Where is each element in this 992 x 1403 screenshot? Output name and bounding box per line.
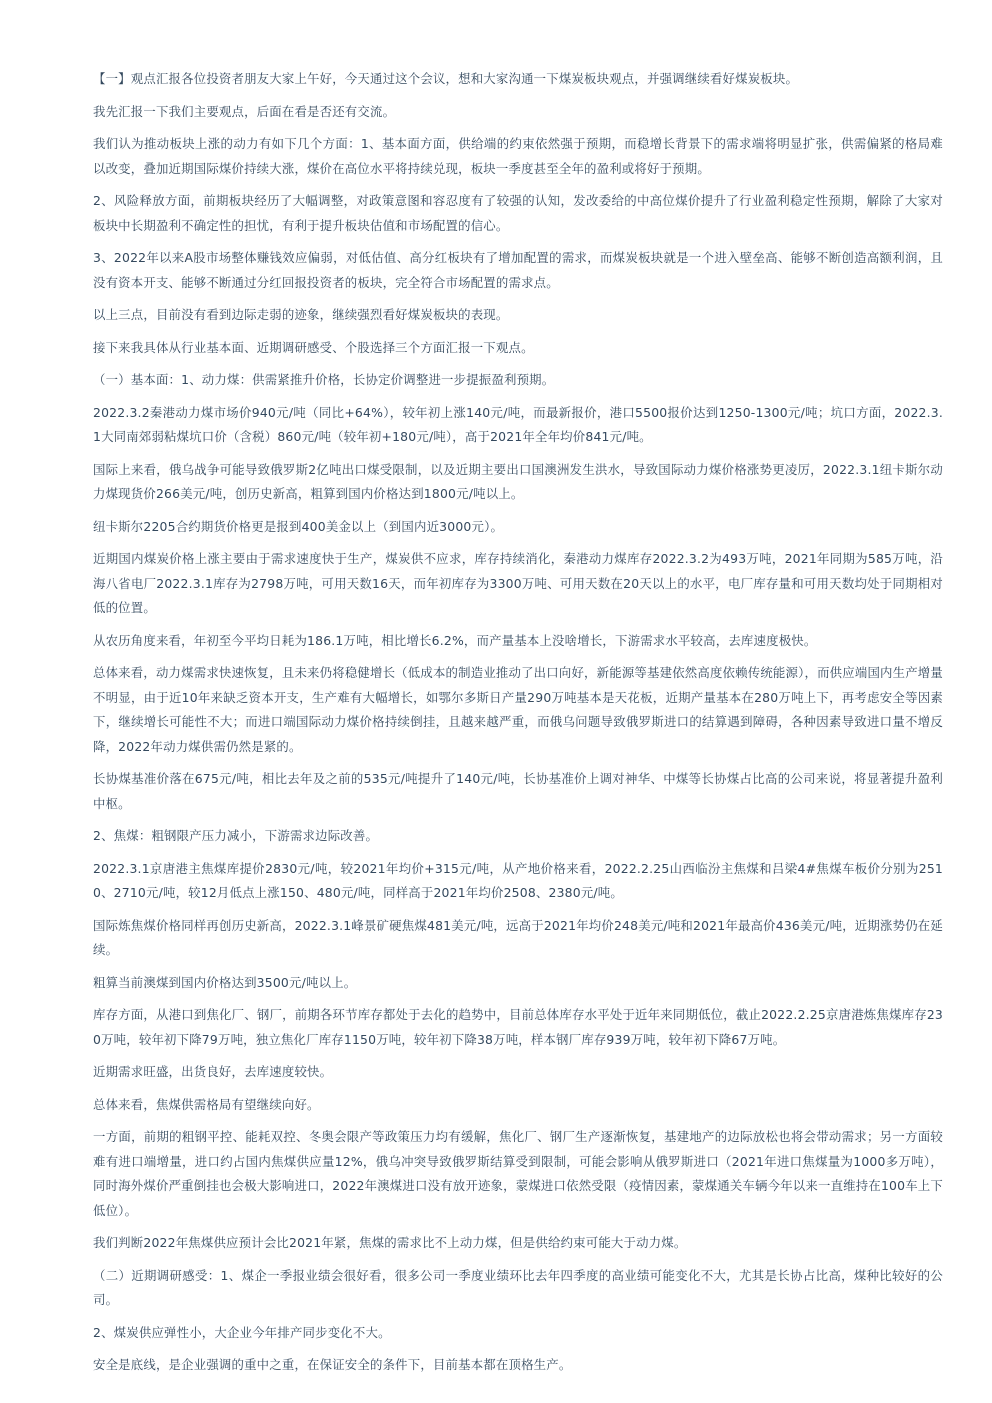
paragraph: 2、风险释放方面，前期板块经历了大幅调整，对政策意图和容忍度有了较强的认知，发改委给的中高位煤价提升了行业盈利稳定性预期，解除了大家对板块中长期盈利不确定性的担忧，有利于提升板块估值和市场配置的信心。 <box>93 193 943 233</box>
document-body <box>93 67 943 1386</box>
paragraph: 安全是底线，是企业强调的重中之重，在保证安全的条件下，目前基本都在顶格生产。 <box>93 1357 572 1372</box>
paragraph: 长协煤基准价落在675元/吨，相比去年及之前的535元/吨提升了140元/吨，长协基准价上调对神华、中煤等长协煤占比高的公司来说，将显著提升盈利中枢。 <box>93 771 943 811</box>
paragraph: 近期需求旺盛，出货良好，去库速度较快。 <box>93 1064 333 1079</box>
paragraph: 纽卡斯尔2205合约期货价格更是报到400美金以上（到国内近3000元）。 <box>93 518 504 534</box>
section-heading-fundamentals: （一）基本面：1、动力煤：供需紧推升价格，长协定价调整进一步提振盈利预期。 <box>93 372 555 387</box>
paragraph: 我先汇报一下我们主要观点，后面在看是否还有交流。 <box>93 103 396 119</box>
paragraph: 从农历角度来看，年初至今平均日耗为186.1万吨，相比增长6.2%，而产量基本上没啥增长，下游需求水平较高，去库速度极快。 <box>93 632 817 648</box>
section-heading-coking-coal: 2、焦煤：粗钢限产压力减小，下游需求边际改善。 <box>93 828 379 843</box>
paragraph: 粗算当前澳煤到国内价格达到3500元/吨以上。 <box>93 974 357 990</box>
paragraph: 我们判断2022年焦煤供应预计会比2021年紧，焦煤的需求比不上动力煤，但是供给约束可能大于动力煤。 <box>93 1235 687 1250</box>
paragraph: 近期国内煤炭价格上涨主要由于需求速度快于生产，煤炭供不应求，库存持续消化，秦港动力煤库存2022.3.2为493万吨，2021年同期为585万吨，沿海八省电厂2022.3.1库存为2798万吨，可用天数16天，而年初库存为3300万吨、可用天数在20天以上的水平，电厂库存量和可用天数均处于同期相对低的位置。 <box>93 551 943 615</box>
paragraph: 2、煤炭供应弹性小，大企业今年排产同步变化不大。 <box>93 1324 391 1340</box>
section-heading-research: （二）近期调研感受：1、煤企一季报业绩会很好看，很多公司一季度业绩环比去年四季度的高业绩可能变化不大，尤其是长协占比高，煤种比较好的公司。 <box>93 1267 943 1307</box>
paragraph: 接下来我具体从行业基本面、近期调研感受、个股选择三个方面汇报一下观点。 <box>93 339 534 355</box>
paragraph: 国际炼焦煤价格同样再创历史新高，2022.3.1峰景矿硬焦煤481美元/吨，远高于2021年均价248美元/吨和2021年最高价436美元/吨，近期涨势仍在延续。 <box>93 917 943 957</box>
paragraph: 总体来看，焦煤供需格局有望继续向好。 <box>93 1096 320 1112</box>
paragraph: 国际上来看，俄乌战争可能导致俄罗斯2亿吨出口煤受限制，以及近期主要出口国澳洲发生洪水，导致国际动力煤价格涨势更凌厉，2022.3.1纽卡斯尔动力煤现货价266美元/吨，创历史新高，粗算到国内价格达到1800元/吨以上。 <box>93 461 943 501</box>
paragraph: 2022.3.2秦港动力煤市场价940元/吨（同比+64%），较年初上涨140元/吨，而最新报价，港口5500报价达到1250-1300元/吨；坑口方面，2022.3.1大同南郊弱粘煤坑口价（含税）860元/吨（较年初+180元/吨），高于2021年全年均价841元/吨。 <box>93 404 943 444</box>
paragraph: 2022.3.1京唐港主焦煤库提价2830元/吨，较2021年均价+315元/吨，从产地价格来看，2022.2.25山西临汾主焦煤和吕梁4#焦煤车板价分别为2510、2710元/吨，较12月低点上涨150、480元/吨，同样高于2021年均价2508、2380元/吨。 <box>93 860 943 900</box>
paragraph: 以上三点，目前没有看到边际走弱的迹象，继续强烈看好煤炭板块的表现。 <box>93 307 509 322</box>
paragraph: 一方面，前期的粗钢平控、能耗双控、冬奥会限产等政策压力均有缓解，焦化厂、钢厂生产逐渐恢复，基建地产的边际放松也将会带动需求；另一方面较难有进口端增量，进口约占国内焦煤供应量12%，俄乌冲突导致俄罗斯结算受到限制，可能会影响从俄罗斯进口（2021年进口焦煤量为1000多万吨），同时海外煤价严重倒挂也会极大影响进口，2022年澳煤进口没有放开迹象，蒙煤进口依然受限（疫情因素，蒙煤通关车辆今年以来一直维持在100车上下低位）。 <box>93 1129 943 1218</box>
paragraph-intro: 【一】观点汇报各位投资者朋友大家上午好，今天通过这个会议，想和大家沟通一下煤炭板块观点，并强调继续看好煤炭板块。 <box>93 71 799 86</box>
paragraph: 库存方面，从港口到焦化厂、钢厂，前期各环节库存都处于去化的趋势中，目前总体库存水平处于近年来同期低位，截止2022.2.25京唐港炼焦煤库存230万吨，较年初下降79万吨，独立焦化厂库存1150万吨，较年初下降38万吨，样本钢厂库存939万吨，较年初下降67万吨。 <box>93 1007 943 1047</box>
paragraph: 3、2022年以来A股市场整体赚钱效应偏弱，对低估值、高分红板块有了增加配置的需求，而煤炭板块就是一个进入壁垒高、能够不断创造高额利润，且没有资本开支、能够不断通过分红回报投资者的板块，完全符合市场配置的需求点。 <box>93 250 943 290</box>
paragraph: 总体来看，动力煤需求快速恢复，且未来仍将稳健增长（低成本的制造业推动了出口向好，新能源等基建依然高度依赖传统能源），而供应端国内生产增量不明显，由于近10年来缺乏资本开支，生产难有大幅增长，如鄂尔多斯日产量290万吨基本是天花板，近期产量基本在280万吨上下，再考虑安全等因素下，继续增长可能性不大；而进口端国际动力煤价格持续倒挂，且越来越严重，而俄乌问题导致俄罗斯进口的结算遇到障碍，各种因素导致进口量不增反降，2022年动力煤供需仍然是紧的。 <box>93 665 943 754</box>
paragraph: 我们认为推动板块上涨的动力有如下几个方面：1、基本面方面，供给端的约束依然强于预期，而稳增长背景下的需求端将明显扩张，供需偏紧的格局难以改变，叠加近期国际煤价持续大涨，煤价在高位水平将持续兑现，板块一季度甚至全年的盈利或将好于预期。 <box>93 136 943 176</box>
